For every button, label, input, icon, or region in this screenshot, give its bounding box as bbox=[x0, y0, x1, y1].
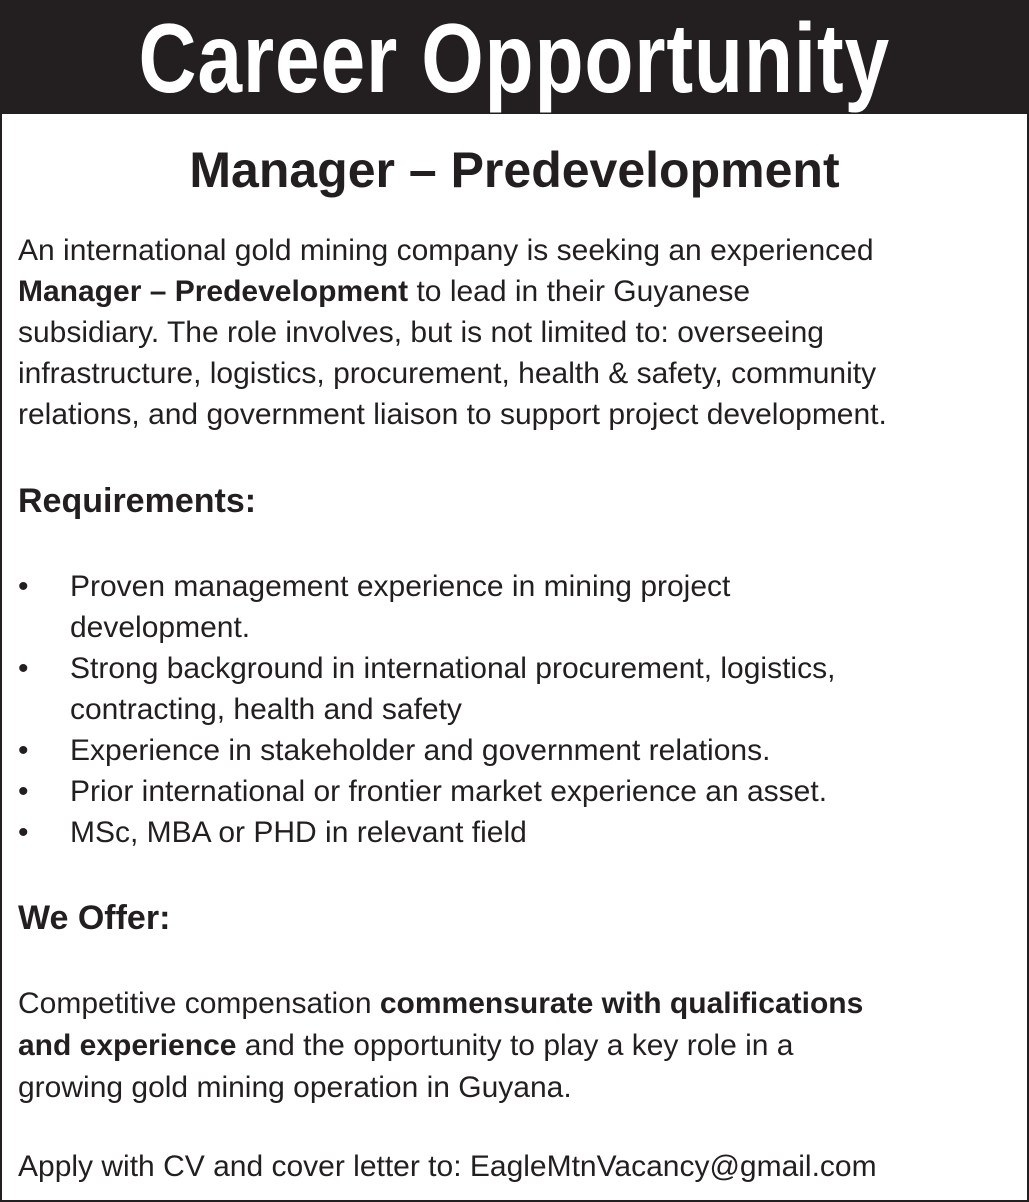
requirement-text: Prior international or frontier market experience an asset. bbox=[70, 775, 828, 808]
requirements-list bbox=[18, 566, 1018, 853]
requirement-text: Proven management experience in mining project bbox=[70, 570, 731, 603]
requirement-text: Strong background in international procurement, logistics, bbox=[70, 652, 836, 685]
requirement-item bbox=[18, 812, 1018, 853]
offer-line bbox=[18, 1025, 1018, 1067]
bullet-icon: • bbox=[18, 734, 29, 767]
requirement-text: development. bbox=[70, 611, 251, 644]
apply-instructions: Apply with CV and cover letter to: EagleMtnVacancy@gmail.com bbox=[18, 1150, 877, 1183]
banner-title: Career Opportunity bbox=[138, 3, 891, 113]
requirement-item bbox=[18, 730, 1018, 771]
requirement-text: contracting, health and safety bbox=[70, 693, 462, 726]
requirements-heading: Requirements: bbox=[18, 482, 257, 520]
intro-line bbox=[18, 271, 1018, 312]
requirement-text: Experience in stakeholder and government relations. bbox=[70, 734, 771, 767]
bullet-icon: • bbox=[18, 816, 29, 849]
header-banner bbox=[2, 2, 1027, 114]
bullet-icon: • bbox=[18, 570, 29, 603]
requirement-item bbox=[18, 771, 1018, 812]
offer-heading: We Offer: bbox=[18, 899, 171, 937]
bullet-icon: • bbox=[18, 652, 29, 685]
offer-line-rest: and the opportunity to play a key role in a bbox=[236, 1029, 794, 1062]
intro-line: An international gold mining company is seeking an experienced bbox=[18, 234, 874, 267]
offer-line-plain: Competitive compensation bbox=[18, 987, 380, 1020]
intro-line: relations, and government liaison to support project development. bbox=[18, 398, 887, 431]
offer-line: growing gold mining operation in Guyana. bbox=[18, 1071, 572, 1104]
offer-line-bold: and experience bbox=[18, 1029, 237, 1062]
offer-line bbox=[18, 983, 1018, 1025]
intro-role-bold: Manager – Predevelopment bbox=[18, 275, 409, 308]
requirement-item bbox=[18, 566, 1018, 648]
requirement-item bbox=[18, 648, 1018, 730]
job-title: Manager – Predevelopment bbox=[189, 142, 840, 198]
bullet-icon: • bbox=[18, 775, 29, 808]
intro-line: infrastructure, logistics, procurement, health & safety, community bbox=[18, 357, 877, 390]
intro-paragraph bbox=[18, 230, 1018, 435]
intro-line: subsidiary. The role involves, but is not limited to: overseeing bbox=[18, 316, 824, 349]
intro-line-rest: to lead in their Guyanese bbox=[408, 275, 751, 308]
offer-line-bold: commensurate with qualifications bbox=[379, 987, 864, 1020]
offer-paragraph bbox=[18, 983, 1018, 1109]
requirement-text: MSc, MBA or PHD in relevant field bbox=[70, 816, 527, 849]
